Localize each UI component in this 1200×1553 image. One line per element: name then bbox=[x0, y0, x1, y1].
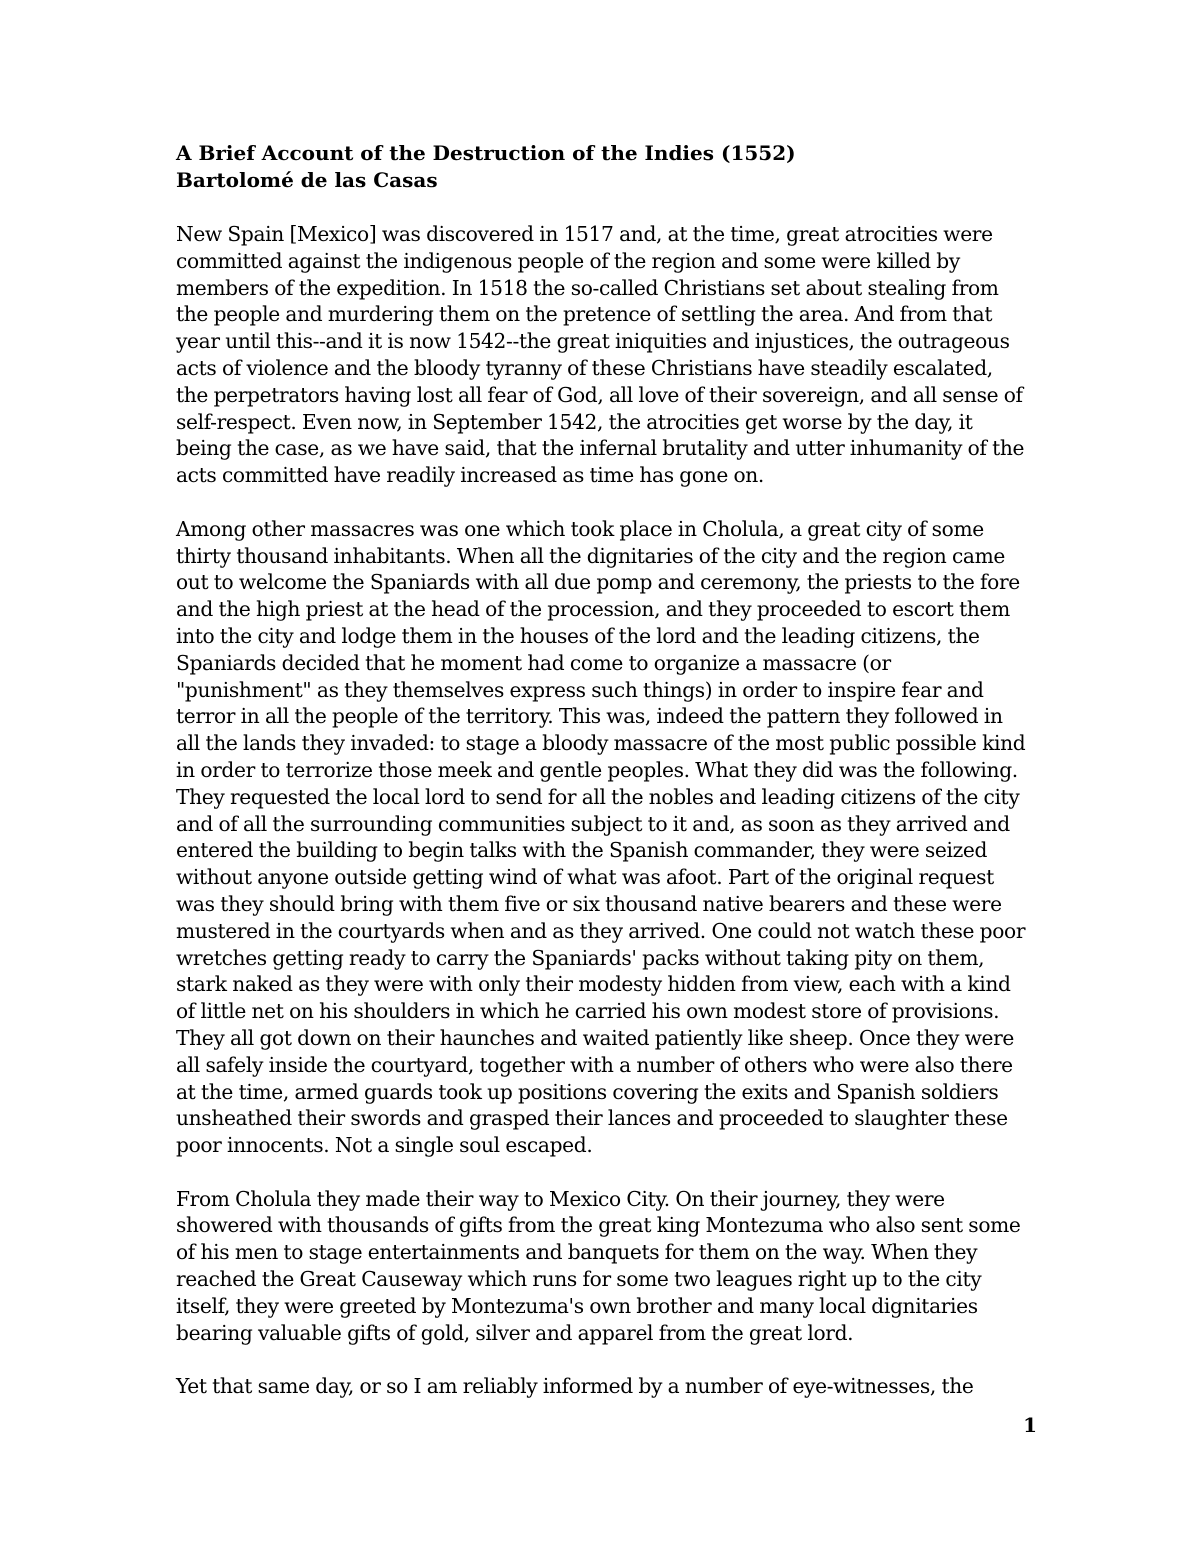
paragraph-eye-witnesses: Yet that same day, or so I am reliably informed by a number of eye-witnesses, the bbox=[176, 1374, 974, 1399]
document-author: Bartolomé de las Casas bbox=[176, 168, 438, 192]
paragraph-journey-to-mexico-city: From Cholula they made their way to Mexico City. On their journey, they were showered with thousands of gifts from the great king Montezuma who also sent some of his men to stage entertainments and banquets for them on the way. When they reached the Great Causeway which runs for some two leagues right up to the city itself, they were greeted by Montezuma's own brother and many local dignitaries bearing valuable gifts of gold, silver and apparel from the great lord. bbox=[176, 1186, 1021, 1345]
paragraph-cholula-massacre: Among other massacres was one which took place in Cholula, a great city of some thirty thousand inhabitants. When all the dignitaries of the city and the region came out to welcome the Spaniards with all due pomp and ceremony, the priests to the fore and the high priest at the head of the procession, and they proceeded to escort them into the city and lodge them in the houses of the lord and the leading citizens, the Spaniards decided that he moment had come to organize a massacre (or "punishment" as they themselves express such things) in order to inspire fear and terror in all the people of the territory. This was, indeed the pattern they followed in all the lands they invaded: to stage a bloody massacre of the most public possible kind in order to terrorize those meek and gentle peoples. What they did was the following. They requested the local lord to send for all the nobles and leading citizens of the city and of all the surrounding communities subject to it and, as soon as they arrived and entered the building to begin talks with the Spanish commander, they were seized without anyone outside getting wind of what was afoot. Part of the original request was they should bring with them five or six thousand native bearers and these were mustered in the courtyards when and as they arrived. One could not watch these poor wretches getting ready to carry the Spaniards' packs without taking pity on them, stark naked as they were with only their modesty hidden from view, each with a kind of little net on his shoulders in which he carried his own modest store of provisions. They all got down on their haunches and waited patiently like sheep. Once they were all safely inside the courtyard, together with a number of others who were also there at the time, armed guards took up positions covering the exits and Spanish soldiers unsheathed their swords and grasped their lances and proceeded to slaughter these poor innocents. Not a single soul escaped. bbox=[176, 516, 1026, 1158]
paragraph-new-spain: New Spain [Mexico] was discovered in 1517 and, at the time, great atrocities were committed against the indigenous people of the region and some were killed by members of the expedition. In 1518 the so-called Christians set about stealing from the people and murdering them on the pretence of settling the area. And from that year until this--and it is now 1542--the great iniquities and injustices, the outrageous acts of violence and the bloody tyranny of these Christians have steadily escalated, the perpetrators having lost all fear of God, all love of their sovereign, and all sense of self-respect. Even now, in September 1542, the atrocities get worse by the day, it being the case, as we have said, that the infernal brutality and utter inhumanity of the acts committed have readily increased as time has gone on. bbox=[176, 222, 1025, 488]
page-number: 1 bbox=[1023, 1413, 1037, 1437]
document-body bbox=[176, 140, 1028, 1427]
document-title: A Brief Account of the Destruction of the Indies (1552) bbox=[176, 141, 796, 165]
